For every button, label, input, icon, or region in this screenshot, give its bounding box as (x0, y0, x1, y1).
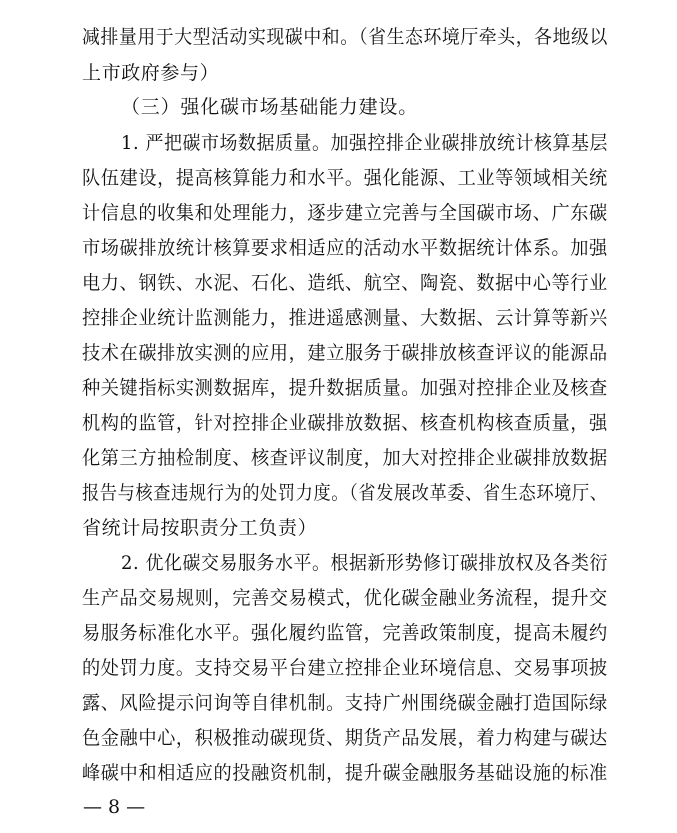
text-line: 机构的监管，针对控排企业碳排放数据、核查机构核查质量，强 (82, 412, 608, 434)
subsection-heading: 2. 优化碳交易服务水平。根据新形势修订碳排放权及各类衍 (121, 552, 608, 574)
text-line: 峰碳中和相适应的投融资机制，提升碳金融服务基础设施的标准 (82, 762, 608, 784)
text-line: 计信息的收集和处理能力，逐步建立完善与全国碳市场、广东碳 (82, 202, 608, 224)
text-line: 省统计局按职责分工负责） (82, 517, 318, 539)
section-heading: （三）强化碳市场基础能力建设。 (121, 96, 419, 118)
text-line: 化第三方抽检制度、核查评议制度，加大对控排企业碳排放数据 (82, 447, 608, 469)
text-line: 市场碳排放统计核算要求相适应的活动水平数据统计体系。加强 (82, 237, 608, 259)
text-line: 易服务标准化水平。强化履约监管，完善政策制度，提高未履约 (82, 622, 608, 644)
text-line: 种关键指标实测数据库，提升数据质量。加强对控排企业及核查 (82, 377, 608, 399)
page-number: — 8 — (83, 796, 146, 818)
text-line: 电力、钢铁、水泥、石化、造纸、航空、陶瓷、数据中心等行业 (82, 272, 608, 294)
text-line: 的处罚力度。支持交易平台建立控排企业环境信息、交易事项披 (82, 657, 608, 679)
text-line: 生产品交易规则，完善交易模式，优化碳金融业务流程，提升交 (82, 587, 608, 609)
text-line: 队伍建设，提高核算能力和水平。强化能源、工业等领域相关统 (82, 167, 608, 189)
text-line: 上市政府参与） (82, 62, 220, 84)
text-line: 色金融中心，积极推动碳现货、期货产品发展，着力构建与碳达 (82, 727, 608, 749)
subsection-heading: 1. 严把碳市场数据质量。加强控排企业碳排放统计核算基层 (121, 132, 608, 154)
text-line: 控排企业统计监测能力，推进遥感测量、大数据、云计算等新兴 (82, 307, 608, 329)
text-line: 报告与核查违规行为的处罚力度。（省发展改革委、省生态环境厅、 (82, 482, 608, 504)
text-line: 减排量用于大型活动实现碳中和。（省生态环境厅牵头，各地级以 (82, 26, 608, 48)
text-line: 技术在碳排放实测的应用，建立服务于碳排放核查评议的能源品 (82, 342, 608, 364)
text-line: 露、风险提示问询等自律机制。支持广州围绕碳金融打造国际绿 (82, 692, 608, 714)
